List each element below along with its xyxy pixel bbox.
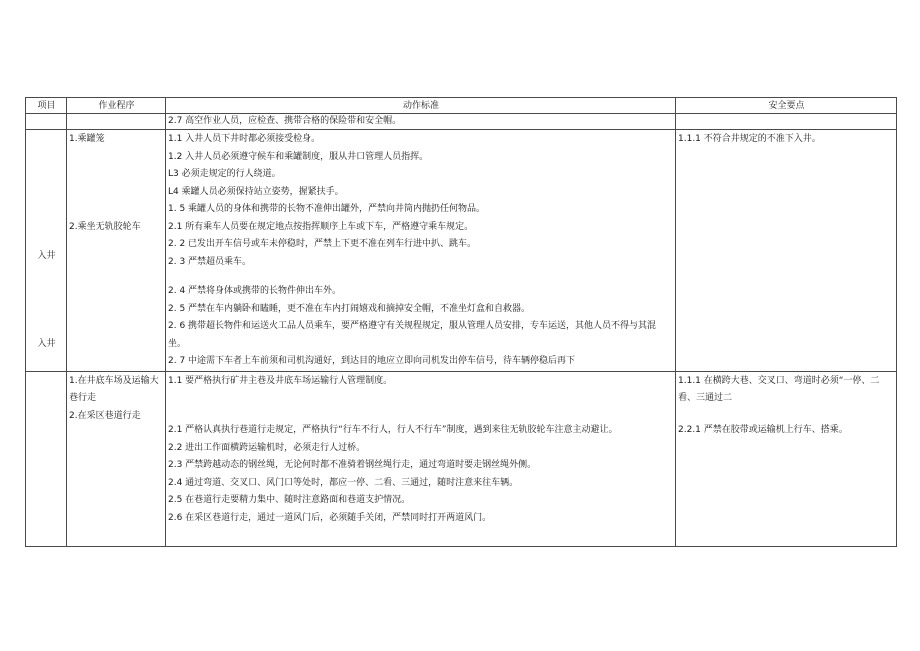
action-item: L3 必须走规定的行人绕道。 [168, 169, 281, 179]
safety-item: 1.1.1 在横跨大巷、交叉口、弯道时必须“一停、二看、三通过二 [678, 375, 880, 403]
cell-project [26, 371, 67, 546]
action-item: 1.1 要严格执行矿井主巷及井底车场运输行人管理制度。 [168, 375, 393, 386]
project-label: 入井 [37, 338, 56, 349]
procedure-item: 2.在采区巷道行走 [69, 410, 141, 421]
action-item: L4 乘罐人员必须保持站立姿势，握紧扶手。 [168, 186, 344, 197]
action-item: 2. 4 严禁将身体或携带的长物件伸出车外。 [168, 286, 342, 296]
header-procedure: 作业程序 [67, 98, 166, 114]
cell-action [166, 371, 676, 546]
header-safety-points: 安全要点 [676, 98, 897, 114]
header-action-standard: 动作标准 [166, 98, 676, 114]
action-item: 2.6 在采区巷道行走，通过一道风门后，必须随手关闭，严禁同时打开两道风门。 [168, 512, 492, 523]
safety-item: 2.2.1 严禁在胶带或运输机上行车、搭乘。 [678, 424, 848, 435]
table-header-row [26, 98, 897, 114]
action-item: 2. 6 携带超长物件和运送火工品人员乘车，要严格遵守有关规程规定，服从管理人员安排，专车运送，其他人员不得与其混坐。 [168, 321, 657, 349]
spacer [168, 271, 674, 283]
header-project: 项目 [26, 98, 67, 114]
action-item: 2. 5 严禁在车内躺卧和瞌睡，更不准在车内打闹嬉戏和摘掉安全帽，不准坐灯盒和自救器。 [168, 303, 531, 314]
procedure-item: 2.乘坐无轨胶轮车 [69, 221, 141, 232]
cell-safety [676, 371, 897, 546]
action-item: 2. 3 严禁超员乘车。 [168, 256, 252, 267]
cell-action [166, 114, 676, 130]
procedure-item: 1.在井底车场及运输大巷行走 [69, 375, 159, 403]
cell-procedure [67, 371, 166, 546]
safety-item: 1.1.1 不符合井规定的不准下入井。 [678, 134, 821, 144]
action-item: 2.4 通过弯道、交叉口、风门口等处时，都应一停、二看、三通过，随时注意来往车辆。 [168, 477, 519, 488]
action-item: 2.1 严格认真执行巷道行走规定，严格执行“行车不行人，行人不行车”制度，遇到来往无轨胶轮车注意主动避让。 [168, 425, 618, 435]
action-item: 2. 2 已发出开车信号或车未停稳时，严禁上下更不准在列车行进中扒、跳车。 [168, 239, 477, 249]
cell-safety [676, 114, 897, 130]
cell-project [26, 114, 67, 130]
cell-project [26, 130, 67, 372]
project-label: 入井 [37, 251, 56, 261]
table-row [26, 114, 897, 130]
table-row [26, 371, 897, 546]
action-item: 2. 7 中途需下车者上车前须和司机沟通好，到达目的地应立即向司机发出停车信号，待车辆停稳后再下 [168, 356, 576, 366]
cell-action [166, 130, 676, 372]
action-item: 1.2 入井人员必须遵守候车和乘罐制度，服从井口管理人员指挥。 [168, 151, 429, 162]
action-item: 2.1 所有乘车人员要在规定地点按指挥顺序上车或下车，严格遵守乘车规定。 [168, 221, 474, 232]
action-item: 2.5 在巷道行走要精力集中、随时注意路面和巷道支护情况。 [168, 495, 411, 505]
table-row [26, 130, 897, 372]
action-item: 1. 5 乘罐人员的身体和携带的长物不准伸出罐外，严禁向井筒内抛扔任何物品。 [168, 204, 486, 214]
action-item: 2.3 严禁跨越动态的钢丝绳，无论何时都不准骑着钢丝绳行走，通过弯道时要走钢丝绳外侧。 [168, 460, 537, 470]
action-item: 1.1 入井人员下井时都必须接受检身。 [168, 134, 321, 144]
cell-procedure [67, 114, 166, 130]
action-item: 2.7 高空作业人员，应检查、携带合格的保险带和安全帽。 [168, 116, 402, 126]
action-item: 2.2 进出工作面横跨运输机时，必须走行人过桥。 [168, 442, 366, 453]
procedure-item: 1.乘罐笼 [69, 134, 105, 144]
work-standard-table [25, 97, 897, 547]
cell-safety [676, 130, 897, 372]
spacer [168, 390, 674, 422]
cell-procedure [67, 130, 166, 372]
